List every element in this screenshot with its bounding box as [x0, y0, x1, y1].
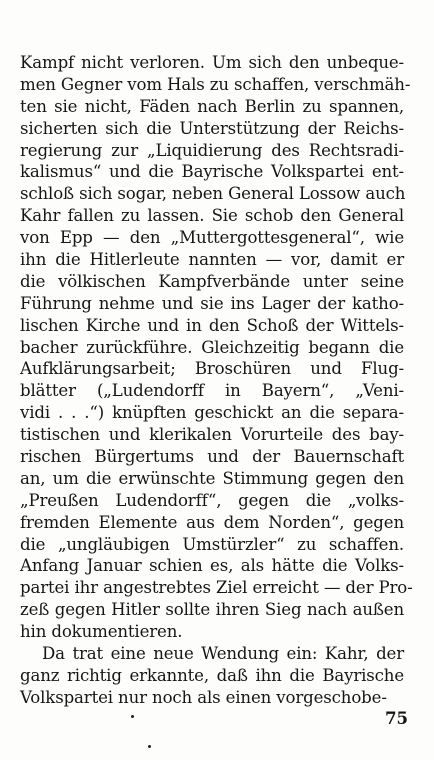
- text-line: fremden Elemente aus dem Norden“, gegen: [20, 512, 404, 532]
- text-line: Da trat eine neue Wendung ein: Kahr, der: [42, 644, 404, 664]
- text-line: die völkischen Kampfverbände unter seine: [20, 271, 404, 291]
- text-line: Kahr fallen zu lassen. Sie schob den General: [20, 206, 404, 226]
- text-line: sicherten sich die Unterstützung der Reichs-: [20, 118, 404, 138]
- text-line: blätter („Ludendorff in Bayern“, „Veni-: [20, 381, 404, 401]
- page-number: 75: [385, 708, 409, 728]
- text-line: partei ihr angestrebtes Ziel erreicht — der Pro-: [20, 578, 413, 598]
- text-line: regierung zur „Liquidierung des Rechtsradi-: [20, 140, 404, 160]
- text-line: rischen Bürgertums und der Bauernschaft: [20, 447, 404, 467]
- text-line: bacher zurückführe. Gleichzeitig begann die: [20, 337, 404, 357]
- text-line: Kampf nicht verloren. Um sich den unbeque-: [20, 53, 404, 72]
- text-line: Volkspartei nur noch als einen vorgeschobe-: [20, 687, 387, 707]
- body-text: [20, 52, 413, 709]
- text-line: Aufklärungsarbeit; Broschüren und Flug-: [20, 359, 404, 379]
- text-line: vidi . . .“) knüpften geschickt an die separa-: [20, 403, 404, 423]
- text-line: hin dokumentieren.: [20, 622, 183, 642]
- text-line: ten sie nicht, Fäden nach Berlin zu spannen,: [20, 96, 404, 116]
- paragraph: [20, 643, 404, 709]
- text-line: an, um die erwünschte Stimmung gegen den: [20, 468, 404, 488]
- text-line: schloß sich sogar, neben General Lossow auch: [20, 184, 406, 204]
- text-line: „Preußen Ludendorff“, gegen die „volks-: [20, 490, 404, 510]
- text-line: men Gegner vom Hals zu schaffen, verschmäh-: [20, 74, 411, 94]
- text-line: von Epp — den „Muttergottesgeneral“, wie: [20, 228, 404, 248]
- text-line: zeß gegen Hitler sollte ihren Sieg nach außen: [20, 600, 404, 620]
- paragraph: [20, 52, 413, 643]
- text-line: kalismus“ und die Bayrische Volkspartei ent-: [20, 162, 404, 182]
- text-line: tistischen und klerikalen Vorurteile des bay-: [20, 425, 404, 445]
- text-line: lischen Kirche und in den Schoß der Wittels-: [20, 315, 404, 335]
- text-line: ganz richtig erkannte, daß ihn die Bayrische: [20, 665, 404, 685]
- speck-mark: [131, 715, 134, 718]
- speck-mark: [148, 745, 151, 748]
- text-line: die „ungläubigen Umstürzler“ zu schaffen.: [20, 534, 404, 554]
- text-line: Anfang Januar schien es, als hätte die Volks-: [20, 556, 404, 576]
- text-line: Führung nehme und sie ins Lager der katho-: [20, 293, 404, 313]
- text-line: ihn die Hitlerleute nannten — vor, damit er: [20, 250, 404, 270]
